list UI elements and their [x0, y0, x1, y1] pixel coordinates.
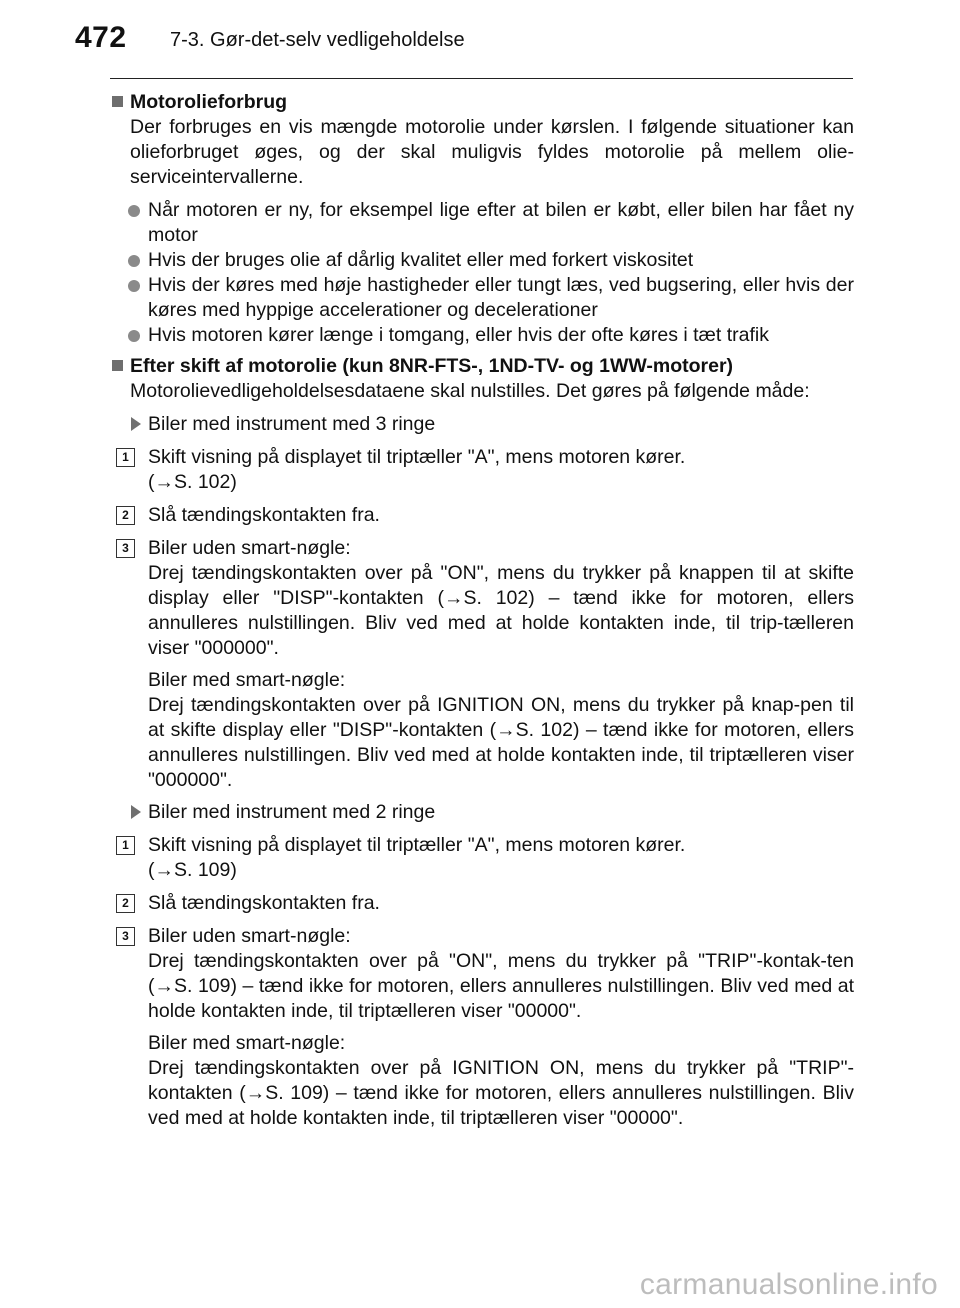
step-text: (→S. 102)	[148, 471, 237, 493]
step-item	[110, 445, 854, 495]
heading-text: Motorolieforbrug	[130, 91, 288, 113]
step-number-badge: 2	[116, 894, 135, 913]
step-number-badge: 2	[116, 506, 135, 525]
list-item-text: Hvis der bruges olie af dårlig kvalitet eller med forkert viskositet	[148, 249, 694, 271]
step-text: Biler med smart-nøgle:	[148, 669, 346, 691]
subheading-three-ring	[110, 412, 854, 437]
triangle-marker-icon	[131, 417, 141, 431]
round-bullet-icon	[128, 255, 140, 267]
step-text: Slå tændingskontakten fra.	[148, 504, 380, 526]
square-bullet-icon	[112, 96, 123, 107]
step-continuation	[110, 668, 854, 793]
list-item	[110, 323, 854, 348]
step-number-badge: 1	[116, 836, 135, 855]
page-content	[110, 90, 854, 1131]
page-number: 472	[75, 21, 127, 54]
step-text: (→S. 109)	[148, 859, 237, 881]
step-text: Biler uden smart-nøgle:	[148, 537, 351, 559]
list-item-text: Hvis motoren kører længe i tomgang, eller hvis der ofte køres i tæt trafik	[148, 324, 769, 346]
step-text: Biler uden smart-nøgle:	[148, 925, 351, 947]
step-number-badge: 3	[116, 927, 135, 946]
heading-oil-change	[110, 354, 854, 379]
step-item	[110, 536, 854, 661]
header-divider	[110, 78, 853, 79]
list-item	[110, 198, 854, 248]
step-item	[110, 891, 854, 916]
step-continuation	[110, 1031, 854, 1131]
oil-consumption-intro: Der forbruges en vis mængde motorolie under kørslen. I følgende situationer kan olieforbruget øges, og der skal muligvis fyldes motorolie på mellem olie-serviceintervallerne.	[130, 116, 854, 188]
list-item	[110, 273, 854, 323]
step-text: Drej tændingskontakten over på "ON", mens du trykker på knappen til at skifte display eller "DISP"-kontakten (→S. 102) – tænd ikke for motoren, ellers annulleres nulstillingen. Bliv ved med at holde kontakten inde, til trip-tælleren viser "000000".	[148, 562, 854, 659]
step-text: Slå tændingskontakten fra.	[148, 892, 380, 914]
heading-oil-consumption	[110, 90, 854, 115]
step-text: Drej tændingskontakten over på "ON", mens du trykker på "TRIP"-kontak-ten (→S. 109) – tænd ikke for motoren, ellers annulleres nulstillingen. Bliv ved med at holde kontakten inde, til triptælleren viser "00000".	[148, 950, 854, 1022]
step-item	[110, 924, 854, 1024]
step-item	[110, 833, 854, 883]
triangle-marker-icon	[131, 805, 141, 819]
round-bullet-icon	[128, 330, 140, 342]
round-bullet-icon	[128, 280, 140, 292]
step-item	[110, 503, 854, 528]
step-number-badge: 1	[116, 448, 135, 467]
square-bullet-icon	[112, 360, 123, 371]
step-text: Skift visning på displayet til triptæller "A", mens motoren kører.	[148, 834, 686, 856]
subheading-text: Biler med instrument med 3 ringe	[148, 413, 436, 435]
watermark: carmanualsonline.info	[639, 1268, 938, 1301]
subheading-text: Biler med instrument med 2 ringe	[148, 801, 436, 823]
step-number-badge: 3	[116, 539, 135, 558]
step-text: Drej tændingskontakten over på IGNITION ON, mens du trykker på knap-pen til at skifte display eller "DISP"-kontakten (→S. 102) – tænd ikke for motoren, ellers annulleres nulstillingen. Bliv ved med at holde kontakten inde, til triptælleren viser "000000".	[148, 694, 854, 791]
step-text: Biler med smart-nøgle:	[148, 1032, 346, 1054]
list-item-text: Når motoren er ny, for eksempel lige efter at bilen er købt, eller bilen har fået ny motor	[148, 199, 854, 246]
oil-change-intro: Motorolievedligeholdelsesdataene skal nulstilles. Det gøres på følgende måde:	[130, 380, 810, 402]
step-text: Skift visning på displayet til triptæller "A", mens motoren kører.	[148, 446, 686, 468]
list-item-text: Hvis der køres med høje hastigheder eller tungt læs, ved bugsering, eller hvis der køres med hyppige accelerationer og decelerationer	[148, 274, 854, 321]
list-item	[110, 248, 854, 273]
subheading-two-ring	[110, 800, 854, 825]
section-title: 7-3. Gør-det-selv vedligeholdelse	[170, 29, 465, 51]
heading-text: Efter skift af motorolie (kun 8NR-FTS-, 1ND-TV- og 1WW-motorer)	[130, 355, 734, 377]
step-text: Drej tændingskontakten over på IGNITION ON, mens du trykker på "TRIP"-kontakten (→S. 109) – tænd ikke for motoren, ellers annulleres nulstillingen. Bliv ved med at holde kontakten inde, til triptælleren viser "00000".	[148, 1057, 854, 1129]
round-bullet-icon	[128, 205, 140, 217]
